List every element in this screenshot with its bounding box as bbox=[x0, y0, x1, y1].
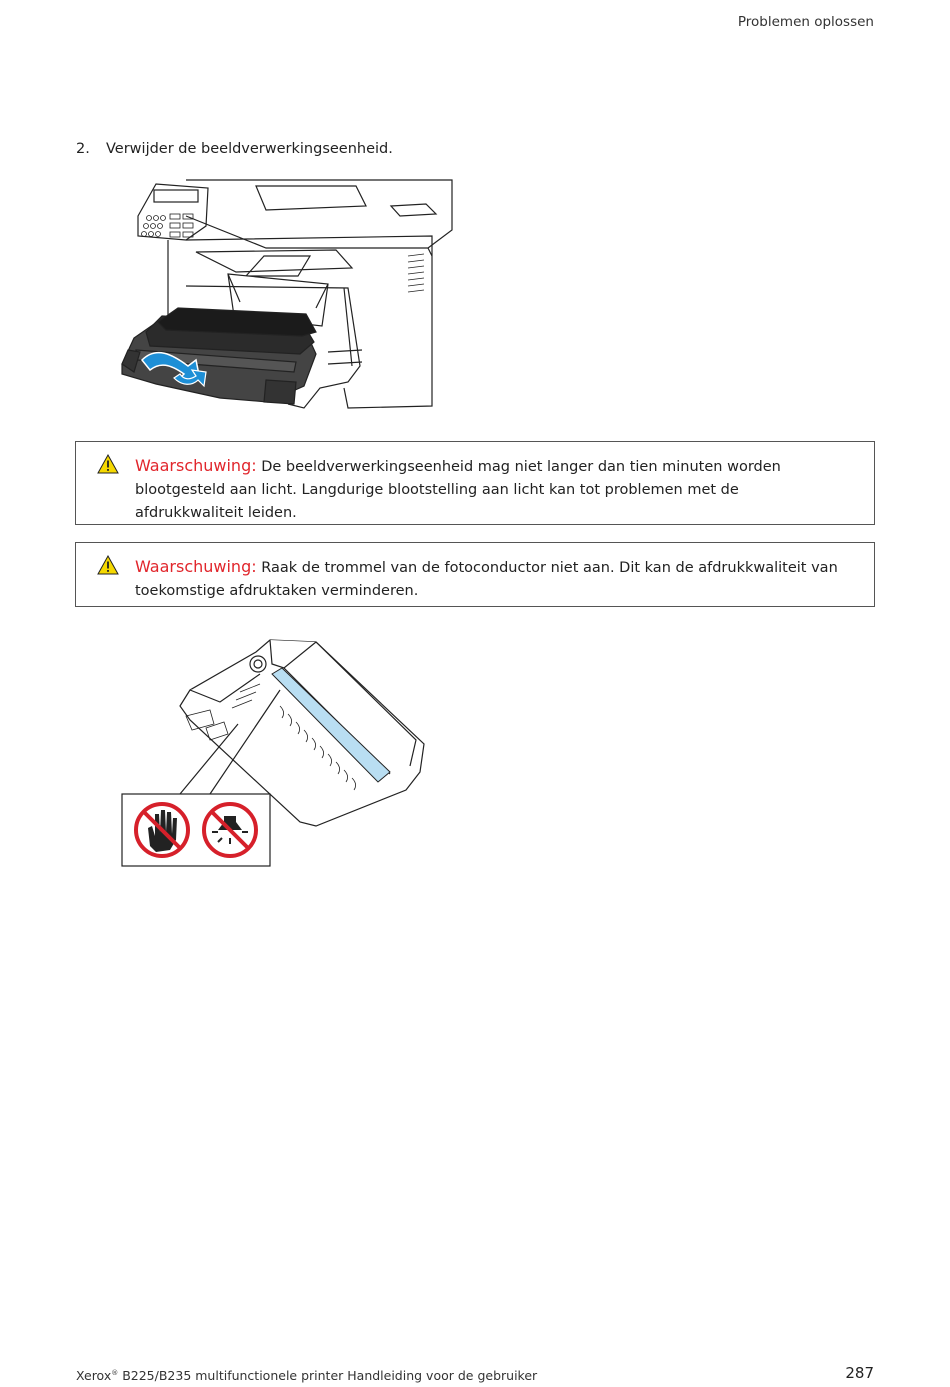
step-instruction bbox=[76, 141, 393, 157]
step-number: 2. bbox=[76, 141, 90, 157]
warning-text: Raak de trommel van de fotoconductor niet aan. Dit kan de afdrukkwaliteit van toekomstige afdruktaken verminderen. bbox=[135, 560, 838, 599]
warning-box-light-exposure bbox=[75, 441, 875, 525]
warning-triangle-icon bbox=[97, 555, 119, 575]
page-number: 287 bbox=[845, 1364, 874, 1382]
warning-label: Waarschuwing: bbox=[135, 456, 257, 475]
footer-brand: Xerox bbox=[76, 1368, 112, 1383]
warning-triangle-icon bbox=[97, 454, 119, 474]
step-text: Verwijder de beeldverwerkingseenheid. bbox=[106, 141, 393, 157]
footer-title bbox=[76, 1368, 537, 1383]
warning-label: Waarschuwing: bbox=[135, 557, 257, 576]
warning-box-drum-touch bbox=[75, 542, 875, 607]
no-light-icon bbox=[204, 804, 256, 856]
footer-doc-title: B225/B235 multifunctionele printer Handleiding voor de gebruiker bbox=[118, 1368, 538, 1383]
warning-text: De beeldverwerkingseenheid mag niet langer dan tien minuten worden blootgesteld aan licht. Langdurige blootstelling aan licht kan tot problemen met de afdrukkwaliteit leiden. bbox=[135, 459, 781, 521]
imaging-unit-drum-illustration bbox=[120, 632, 430, 868]
trademark: ® bbox=[111, 1368, 119, 1377]
running-header: Problemen oplossen bbox=[737, 14, 874, 30]
printer-removal-illustration bbox=[116, 176, 456, 421]
no-touch-icon bbox=[136, 804, 188, 856]
